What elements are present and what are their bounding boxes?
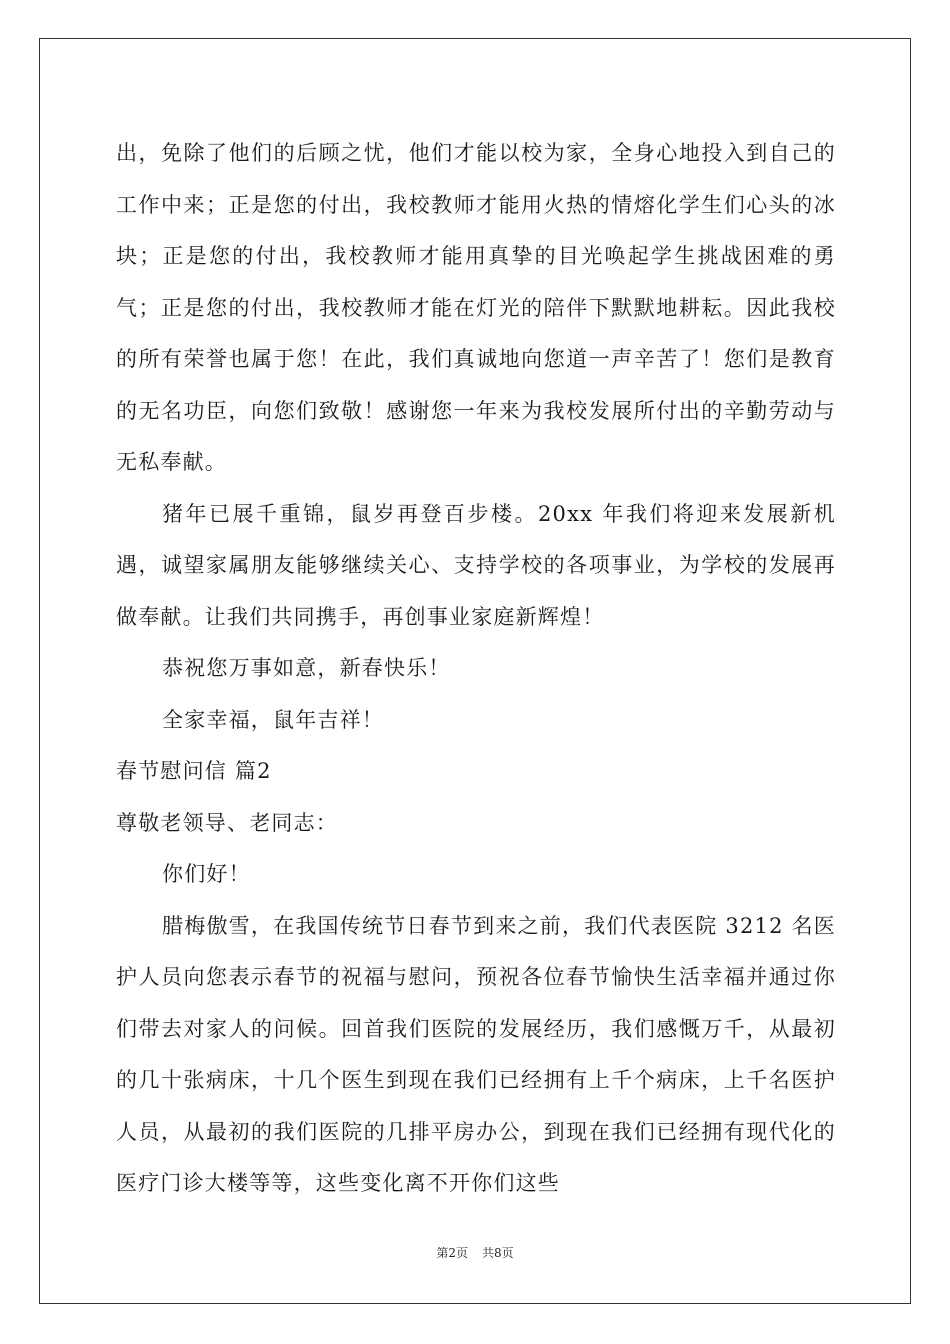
paragraph-4: 全家幸福，鼠年吉祥！ (162, 707, 384, 732)
page-total: 共8页 (482, 1246, 514, 1260)
greeting: 你们好！ (162, 862, 251, 886)
page-number: 第2页 (436, 1246, 468, 1260)
document-body (116, 128, 836, 1210)
paragraph-3: 恭祝您万事如意，新春快乐！ (162, 656, 451, 680)
paragraph-2: 猪年已展千重锦，鼠岁再登百步楼。20xx 年我们将迎来发展新机遇，诚望家属朋友能够继续关心、支持学校的各项事业，为学校的发展再做奉献。让我们共同携手，再创事业家庭新辉煌！ (116, 501, 836, 629)
salutation: 尊敬老领导、老同志： (116, 810, 338, 835)
section-heading: 春节慰问信 篇2 (116, 759, 272, 783)
paragraph-1: 出，免除了他们的后顾之忧，他们才能以校为家，全身心地投入到自己的工作中来；正是您的付出，我校教师才能用火热的情熔化学生们心头的冰块；正是您的付出，我校教师才能用真挚的目光唤起学生挑战困难的勇气；正是您的付出，我校教师才能在灯光的陪伴下默默地耕耘。因此我校的所有荣誉也属于您！在此，我们真诚地向您道一声辛苦了！您们是教育的无名功臣，向您们致敬！感谢您一年来为我校发展所付出的辛勤劳动与无私奉献。 (116, 141, 836, 474)
page-footer (0, 1244, 950, 1261)
paragraph-body: 腊梅傲雪，在我国传统节日春节到来之前，我们代表医院 3212 名医护人员向您表示春节的祝福与慰问，预祝各位春节愉快生活幸福并通过你们带去对家人的问候。回首我们医院的发展经历，我们感慨万千，从最初的几十张病床，十几个医生到现在我们已经拥有上千个病床，上千名医护人员，从最初的我们医院的几排平房办公，到现在我们已经拥有现代化的医疗门诊大楼等等，这些变化离不开你们这些 (116, 913, 836, 1195)
